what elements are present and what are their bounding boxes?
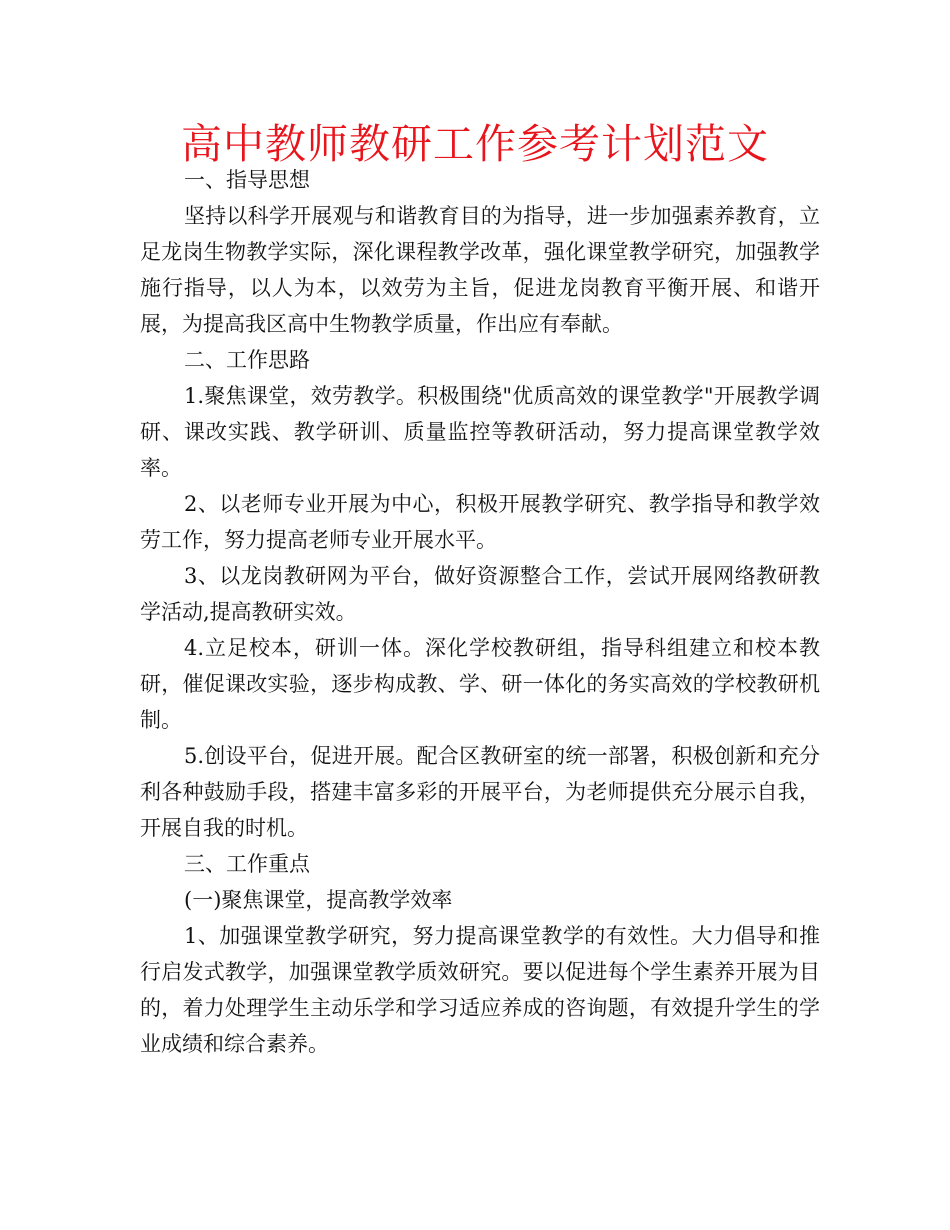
- paragraph-focus-item-1: 1、加强课堂教学研究，努力提高课堂教学的有效性。大力倡导和推行启发式教学，加强课堂教学质效研究。要以促进每个学生素养开展为目的，着力处理学生主动乐学和学习适应养成的咨询题，有效提升学生的学业成绩和综合素养。: [140, 924, 820, 1056]
- paragraph-work-idea-1: 1.聚焦课堂，效劳教学。积极围绕"优质高效的课堂教学"开展教学调研、课改实践、教学研训、质量监控等教研活动，努力提高课堂教学效率。: [140, 384, 820, 480]
- document-title: 高中教师教研工作参考计划范文: [181, 120, 769, 168]
- paragraph-work-idea-2: 2、以老师专业开展为中心，积极开展教学研究、教学指导和教学效劳工作，努力提高老师专业开展水平。: [140, 492, 820, 552]
- paragraph-work-idea-3: 3、以龙岗教研网为平台，做好资源整合工作，尝试开展网络教研教学活动,提高教研实效。: [140, 564, 820, 624]
- heading-work-ideas: 二、工作思路: [184, 348, 310, 372]
- heading-guiding-thought: 一、指导思想: [184, 168, 310, 192]
- paragraph-work-idea-4: 4.立足校本，研训一体。深化学校教研组，指导科组建立和校本教研，催促课改实验，逐步构成教、学、研一体化的务实高效的学校教研机制。: [140, 636, 820, 732]
- document-body: [140, 162, 820, 1062]
- heading-work-focus: 三、工作重点: [184, 852, 310, 876]
- paragraph-guiding-thought: 坚持以科学开展观与和谐教育目的为指导，进一步加强素养教育，立足龙岗生物教学实际，深化课程教学改革，强化课堂教学研究，加强教学施行指导，以人为本，以效劳为主旨，促进龙岗教育平衡开展、和谐开展，为提高我区高中生物教学质量，作出应有奉献。: [140, 204, 820, 336]
- paragraph-work-idea-5: 5.创设平台，促进开展。配合区教研室的统一部署，积极创新和充分利各种鼓励手段，搭建丰富多彩的开展平台，为老师提供充分展示自我，开展自我的时机。: [140, 744, 820, 840]
- subheading-focus-classroom: (一)聚焦课堂，提高教学效率: [184, 888, 453, 912]
